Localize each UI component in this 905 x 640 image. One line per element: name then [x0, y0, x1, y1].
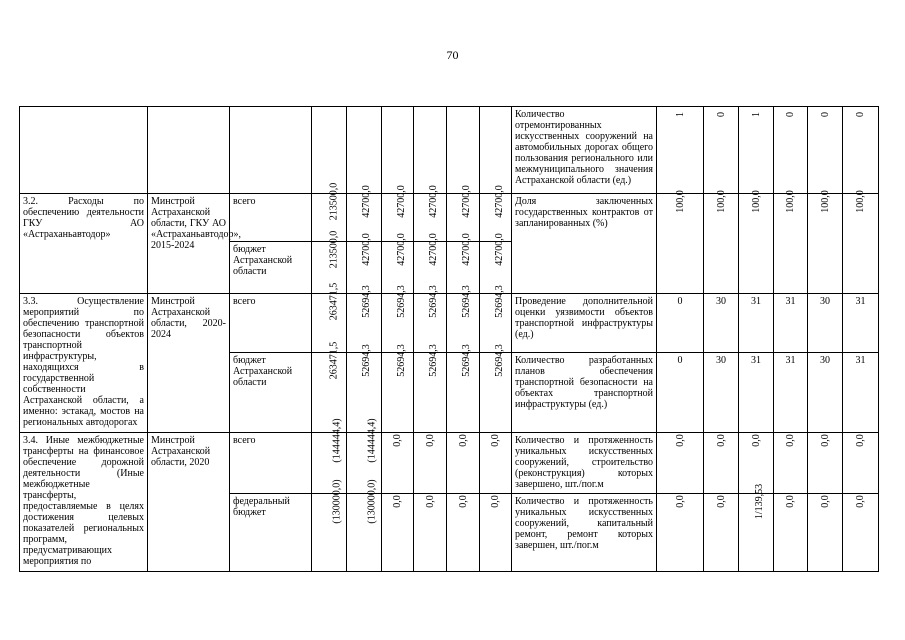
- amount-cell: 52694,3: [447, 294, 480, 353]
- table-row: [20, 107, 879, 194]
- amount-cell: 0,0: [447, 433, 480, 494]
- target-cell: 1: [739, 107, 774, 194]
- funding-source-cell: [230, 107, 312, 194]
- target-cell: 100,0: [843, 194, 879, 294]
- target-cell: 0,0: [739, 433, 774, 494]
- target-cell: 0,0: [704, 433, 739, 494]
- executor-cell: Минстрой Астраханской области, 2020: [148, 433, 230, 572]
- amount-cell: (130000,0): [312, 494, 347, 572]
- amount-cell: 52694,3: [414, 294, 447, 353]
- target-cell: 31: [843, 294, 879, 353]
- target-cell: 100,0: [739, 194, 774, 294]
- amount-cell: 42700,0: [347, 194, 382, 242]
- amount-cell: 42700,0: [382, 242, 414, 294]
- amount-cell: [347, 107, 382, 194]
- target-cell: 0,0: [843, 433, 879, 494]
- funding-source-cell: всего: [230, 194, 312, 242]
- funding-source-cell: бюджет Астраханской области: [230, 353, 312, 433]
- table-row: [20, 433, 879, 494]
- target-cell: 0,0: [774, 433, 808, 494]
- amount-cell: 52694,3: [382, 294, 414, 353]
- amount-cell: 0,0: [382, 433, 414, 494]
- indicator-cell: Количество разработанных планов обеспечения транспортной безопасности на объектах транспортной инфраструктуры (ед.): [512, 353, 657, 433]
- amount-cell: 52694,3: [347, 294, 382, 353]
- amount-cell: 0,0: [414, 494, 447, 572]
- target-cell: 1/139,53: [739, 494, 774, 572]
- program-table: [19, 106, 879, 572]
- target-cell: 0,0: [808, 433, 843, 494]
- target-cell: 30: [808, 353, 843, 433]
- amount-cell: 42700,0: [382, 194, 414, 242]
- target-cell: 0: [657, 294, 704, 353]
- amount-cell: [312, 107, 347, 194]
- table-row: [20, 194, 879, 242]
- indicator-cell: Количество отремонтированных искусственных сооружений на автомобильных дорогах общего пользования регионального или межмуниципального значения Астраханской области (ед.): [512, 107, 657, 194]
- target-cell: 31: [739, 294, 774, 353]
- amount-cell: 263471,5: [312, 294, 347, 353]
- target-cell: 30: [704, 294, 739, 353]
- amount-cell: (144444,4): [347, 433, 382, 494]
- target-cell: 0,0: [774, 494, 808, 572]
- target-cell: 0,0: [843, 494, 879, 572]
- amount-cell: [480, 107, 512, 194]
- amount-cell: 52694,3: [414, 353, 447, 433]
- amount-cell: 52694,3: [382, 353, 414, 433]
- executor-cell: Минстрой Астраханской области, ГКУ АО «Астраханьавтодор», 2015-2024: [148, 194, 230, 294]
- activity-cell: 3.2. Расходы по обеспечению деятельности ГКУ АО «Астраханьавтодор»: [20, 194, 148, 294]
- activity-cell: [20, 107, 148, 194]
- amount-cell: 42700,0: [480, 242, 512, 294]
- target-cell: 0: [843, 107, 879, 194]
- indicator-cell: Количество и протяженность уникальных искусственных сооружений, строительство (реконструкция) которых завершено, шт./пог.м: [512, 433, 657, 494]
- target-cell: 0: [808, 107, 843, 194]
- amount-cell: (130000,0): [347, 494, 382, 572]
- amount-cell: 52694,3: [480, 294, 512, 353]
- amount-cell: 42700,0: [414, 194, 447, 242]
- amount-cell: 52694,3: [480, 353, 512, 433]
- amount-cell: 42700,0: [414, 242, 447, 294]
- amount-cell: 0,0: [414, 433, 447, 494]
- amount-cell: [382, 107, 414, 194]
- target-cell: 31: [774, 353, 808, 433]
- amount-cell: 52694,3: [347, 353, 382, 433]
- amount-cell: 42700,0: [480, 194, 512, 242]
- funding-source-cell: бюджет Астраханской области: [230, 242, 312, 294]
- target-cell: 0,0: [808, 494, 843, 572]
- target-cell: 0,0: [657, 494, 704, 572]
- target-cell: 31: [774, 294, 808, 353]
- amount-cell: 213500,0: [312, 194, 347, 242]
- amount-cell: [414, 107, 447, 194]
- amount-cell: 0,0: [382, 494, 414, 572]
- amount-cell: 52694,3: [447, 353, 480, 433]
- indicator-cell: Количество и протяженность уникальных искусственных сооружений, капитальный ремонт, ремонт которых завершен, шт./пог.м: [512, 494, 657, 572]
- target-cell: 100,0: [774, 194, 808, 294]
- funding-source-cell: всего: [230, 433, 312, 494]
- target-cell: 100,0: [808, 194, 843, 294]
- amount-cell: 42700,0: [447, 194, 480, 242]
- target-cell: 1: [657, 107, 704, 194]
- amount-cell: 263471,5: [312, 353, 347, 433]
- amount-cell: 0,0: [447, 494, 480, 572]
- activity-cell: 3.4. Иные межбюджетные трансферты на финансовое обеспечение дорожной деятельности (Иные межбюджетные трансферты, предоставляемые в целях достижения целевых показателей региональных программ, предусматривающих мероприятия по: [20, 433, 148, 572]
- amount-cell: (144444,4): [312, 433, 347, 494]
- executor-cell: Минстрой Астраханской области, 2020-2024: [148, 294, 230, 433]
- executor-cell: [148, 107, 230, 194]
- target-cell: 31: [843, 353, 879, 433]
- funding-source-cell: федеральный бюджет: [230, 494, 312, 572]
- target-cell: 100,0: [704, 194, 739, 294]
- table-row: [20, 294, 879, 353]
- target-cell: 31: [739, 353, 774, 433]
- target-cell: 0: [704, 107, 739, 194]
- target-cell: 0: [774, 107, 808, 194]
- amount-cell: 42700,0: [447, 242, 480, 294]
- amount-cell: 0,0: [480, 494, 512, 572]
- activity-cell: 3.3. Осуществление мероприятий по обеспечению транспортной безопасности объектов транспортной инфраструктуры, находящихся в государственной собственности Астраханской области, а именно: эстакад, мостов на региональных автодорогах: [20, 294, 148, 433]
- target-cell: 0,0: [657, 433, 704, 494]
- target-cell: 0,0: [704, 494, 739, 572]
- amount-cell: 42700,0: [347, 242, 382, 294]
- funding-source-cell: всего: [230, 294, 312, 353]
- target-cell: 30: [808, 294, 843, 353]
- target-cell: 100,0: [657, 194, 704, 294]
- amount-cell: 213500,0: [312, 242, 347, 294]
- indicator-cell: Доля заключенных государственных контрактов от запланированных (%): [512, 194, 657, 294]
- amount-cell: [447, 107, 480, 194]
- target-cell: 0: [657, 353, 704, 433]
- amount-cell: 0,0: [480, 433, 512, 494]
- target-cell: 30: [704, 353, 739, 433]
- page-number: 70: [446, 48, 459, 62]
- indicator-cell: Проведение дополнительной оценки уязвимости объектов транспортной инфраструктуры (ед.): [512, 294, 657, 353]
